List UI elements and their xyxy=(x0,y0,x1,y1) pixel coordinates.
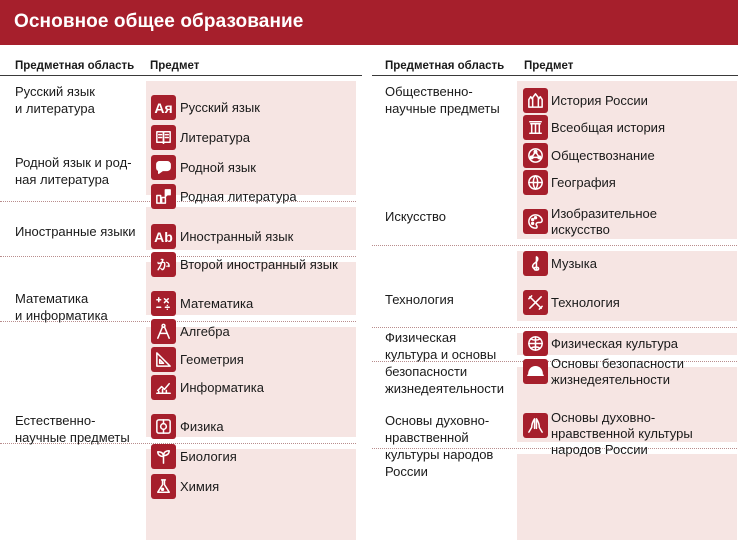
subject-name-line: Физическая культура xyxy=(551,336,679,351)
books-speech-icon xyxy=(151,184,176,209)
subject-name-line: народов России xyxy=(551,442,648,457)
subject-name xyxy=(180,380,264,396)
header-subject-area: Предметная область xyxy=(385,60,505,72)
chart-icon xyxy=(151,375,176,400)
subject-area-name xyxy=(385,83,500,117)
subject-area-name xyxy=(15,412,130,446)
subject-name xyxy=(180,100,260,116)
subject-name-line: Основы духовно- xyxy=(551,410,656,425)
subject-name-line: Литература xyxy=(180,130,250,145)
compass-icon xyxy=(151,319,176,344)
subject-area-line: научные предметы xyxy=(15,430,130,445)
subject-name-line: Химия xyxy=(180,479,220,494)
header-divider xyxy=(372,75,738,76)
subject-name xyxy=(180,479,219,495)
subject-name xyxy=(551,120,665,136)
subject-name-line: Геометрия xyxy=(180,352,244,367)
subject-name xyxy=(551,93,648,109)
subject-name xyxy=(180,229,293,245)
subject-name xyxy=(180,296,253,312)
row-separator xyxy=(372,327,737,328)
treble-clef-icon xyxy=(523,251,548,276)
subject-area-line: Общественно- xyxy=(385,84,473,99)
header-subject-area: Предметная область xyxy=(15,60,135,72)
subject-name-line: Обществознание xyxy=(551,148,655,163)
subject-name-line: Иностранный язык xyxy=(180,229,294,244)
subject-area-name xyxy=(15,290,108,324)
helmet-icon xyxy=(523,359,548,384)
subject-name xyxy=(180,352,244,368)
ball-icon xyxy=(523,331,548,356)
left-table xyxy=(0,45,362,546)
title-banner xyxy=(0,0,738,45)
subject-name-line: Русский язык xyxy=(180,100,260,115)
subject-name-line: Второй иностранный язык xyxy=(180,257,338,272)
page-title: Основное общее образование xyxy=(14,11,304,32)
subject-name-line: Биология xyxy=(180,449,237,464)
subject-name-line: Всеобщая история xyxy=(551,120,665,135)
header-divider xyxy=(0,75,362,76)
right-table xyxy=(372,45,738,546)
subject-name xyxy=(551,206,657,238)
subject-name xyxy=(180,257,338,273)
triangle-ruler-icon xyxy=(151,347,176,372)
row-separator xyxy=(372,245,737,246)
letters-aya-icon: Ая xyxy=(151,95,176,120)
subject-name-line: География xyxy=(551,175,616,190)
subject-name-line: Физика xyxy=(180,419,224,434)
subject-area-line: культуры народов xyxy=(385,447,494,462)
subject-name-line: Информатика xyxy=(180,380,264,395)
subject-name xyxy=(551,336,678,352)
subject-area-line: жизнедеятельности xyxy=(385,381,504,396)
globe-icon xyxy=(523,170,548,195)
subject-name xyxy=(551,410,693,458)
subject-area-line: ная литература xyxy=(15,172,110,187)
header-subject: Предмет xyxy=(524,60,574,72)
subject-area-name xyxy=(15,223,136,240)
subject-area-name xyxy=(385,291,454,308)
subject-area-line: Физическая xyxy=(385,330,457,345)
subject-area-line: Искусство xyxy=(385,209,446,224)
palette-icon xyxy=(523,209,548,234)
subject-name xyxy=(180,449,237,465)
subject-area-line: и литература xyxy=(15,101,95,116)
row-separator xyxy=(0,201,356,202)
subject-area-line: Иностранные языки xyxy=(15,224,136,239)
subject-area-name xyxy=(385,329,504,397)
kana-ka-icon: か xyxy=(151,252,176,277)
subject-area-name xyxy=(385,412,493,480)
subject-area-line: Родной язык и род- xyxy=(15,155,132,170)
subject-name-line: Математика xyxy=(180,296,254,311)
speech-bubble-icon xyxy=(151,155,176,180)
letters-ab-icon: Ab xyxy=(151,224,176,249)
tools-icon xyxy=(523,290,548,315)
subject-area-line: Основы духовно- xyxy=(385,413,490,428)
subject-name xyxy=(551,175,616,191)
sprout-icon xyxy=(151,444,176,469)
subject-area-line: культура и основы xyxy=(385,347,497,362)
subject-name-line: Основы безопасности xyxy=(551,356,685,371)
subject-area-line: безопасности xyxy=(385,364,468,379)
flask-icon xyxy=(151,474,176,499)
subject-name-line: Технология xyxy=(551,295,620,310)
praying-hands-icon xyxy=(523,413,548,438)
subjects-cell-background xyxy=(146,81,356,195)
subject-name-line: Изобразительное xyxy=(551,206,657,221)
subject-name xyxy=(551,148,655,164)
book-icon xyxy=(151,125,176,150)
subject-name xyxy=(180,324,230,340)
kremlin-icon xyxy=(523,88,548,113)
subject-area-line: Математика xyxy=(15,291,89,306)
subject-name-line: Родной язык xyxy=(180,160,256,175)
header-subject: Предмет xyxy=(150,60,200,72)
subject-name xyxy=(180,130,250,146)
subject-name xyxy=(551,356,684,388)
subject-name xyxy=(551,295,620,311)
subject-name xyxy=(180,189,297,205)
subjects-cell-background xyxy=(517,454,737,540)
subjects-cell-background xyxy=(146,449,356,540)
subject-area-line: Технология xyxy=(385,292,454,307)
subject-name-line: Музыка xyxy=(551,256,597,271)
subjects-cell-background xyxy=(517,251,737,321)
network-icon xyxy=(523,143,548,168)
subject-name xyxy=(551,256,597,272)
math-symbols-icon xyxy=(151,291,176,316)
subject-name-line: Родная литература xyxy=(180,189,297,204)
subject-area-name xyxy=(15,83,95,117)
subject-name-line: искусство xyxy=(551,222,610,237)
subject-area-name xyxy=(385,208,446,225)
subject-name-line: Алгебра xyxy=(180,324,230,339)
subject-area-line: России xyxy=(385,464,428,479)
subject-area-line: Естественно- xyxy=(15,413,96,428)
subject-area-name xyxy=(15,154,132,188)
subject-area-line: и информатика xyxy=(15,308,108,323)
column-icon xyxy=(523,115,548,140)
physics-icon xyxy=(151,414,176,439)
subject-name-line: жизнедеятельности xyxy=(551,372,670,387)
subject-area-line: Русский язык xyxy=(15,84,95,99)
subject-name-line: нравственной культуры xyxy=(551,426,693,441)
subject-area-line: нравственной xyxy=(385,430,469,445)
subject-name xyxy=(180,160,256,176)
subject-name xyxy=(180,419,224,435)
subject-area-line: научные предметы xyxy=(385,101,500,116)
subject-name-line: История России xyxy=(551,93,648,108)
